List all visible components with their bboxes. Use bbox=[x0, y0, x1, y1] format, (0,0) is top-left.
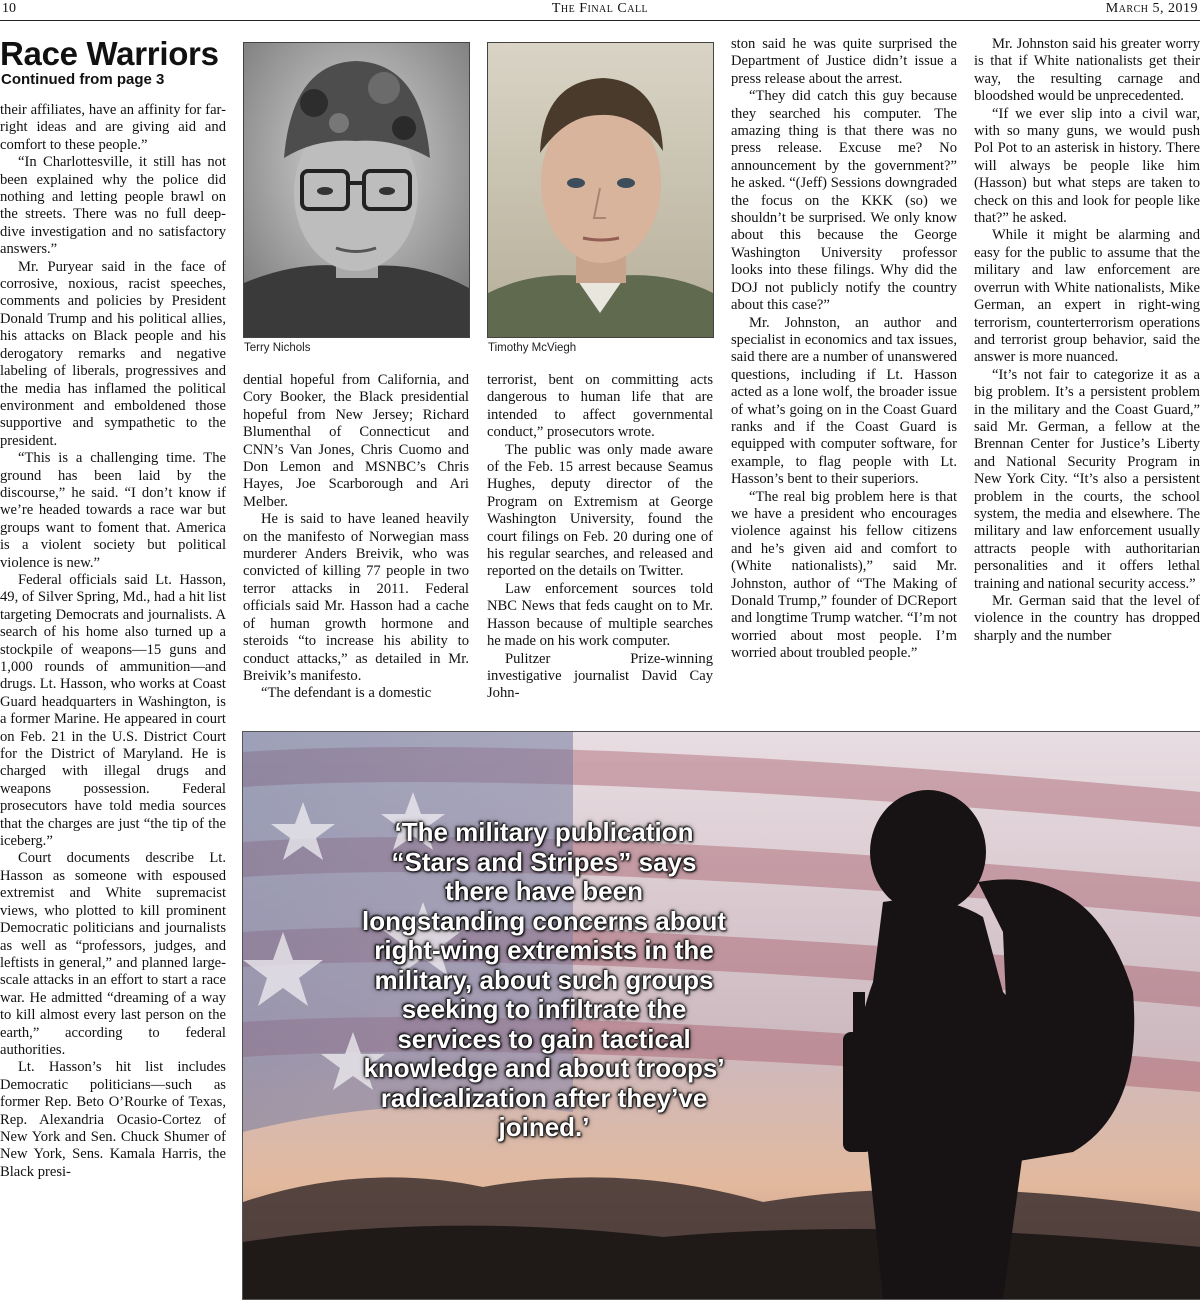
paragraph: terrorist, bent on committing acts dangerous to human life that are intended to affect governmental conduct,” prosecutors wrote. bbox=[487, 372, 713, 441]
photo-timothy-mcviegh bbox=[487, 42, 714, 338]
paragraph: Mr. German said that the level of violence in the country has dropped sharply and the number bbox=[974, 593, 1200, 644]
portrait-image bbox=[244, 43, 469, 337]
paragraph: While it might be alarming and easy for the public to assume that the military and law enforcement are overrun with White nationalists, Mike German, an expert in right-wing terrorism, counterterrorism operations and terrorist group behavior, said the answer is more nuanced. bbox=[974, 227, 1200, 366]
paper-name: The Final Call bbox=[551, 1, 649, 16]
pull-quote: ‘The military publication “Stars and Stripes” says there have been longstanding concerns about right-wing extremists in the military, about such groups seeking to infiltrate the services to gain tactical knowledge and about troops’ radicalization after they’ve joined.’ bbox=[362, 817, 727, 1142]
paragraph: “In Charlottesville, it still has not been explained why the police did nothing and letting people brawl on the streets. There was no full deep-dive investigation and no satisfactory answers.” bbox=[0, 154, 226, 258]
article-column-5 bbox=[974, 36, 1200, 732]
paragraph: Mr. Johnston said his greater worry is that if White nationalists get their way, the resulting carnage and bloodshed would be unprecedented. bbox=[974, 36, 1200, 105]
paragraph: “They did catch this guy because they searched his computer. The amazing thing is that there was no press release. Excuse me? No announcement by the government?” he asked. “(Jeff) Sessions downgraded the focus on the KKK (so) we shouldn’t be surprised. We only know about this because the George Washington University professor looks into these filings. Why did the DOJ not publicly notify the country about this case?” bbox=[731, 88, 957, 314]
paragraph: Law enforcement sources told NBC News that feds caught on to Mr. Hasson because of multiple searches he made on his work computer. bbox=[487, 580, 713, 650]
paragraph: “If we ever slip into a civil war, with so many guns, we would push Pol Pot to an asterisk in history. There will always be people like him (Hasson) but what steps are taken to check on this and look for people like that?” he asked. bbox=[974, 105, 1200, 227]
article-column-4 bbox=[731, 36, 957, 732]
photo-terry-nichols bbox=[243, 42, 470, 338]
paragraph: Mr. Johnston, an author and specialist in economics and tax issues, said there are a number of unanswered questions, including if Lt. Hasson acted as a lone wolf, the broader issue of what’s going on in the Coast Guard ranks and if the Coast Guard is equipped with computer software, for example, to flag people with Lt. Hasson’s bent to their superiors. bbox=[731, 314, 957, 488]
headline: Race Warriors bbox=[0, 35, 219, 72]
photo-caption: Timothy McViegh bbox=[488, 342, 577, 354]
paragraph: “It’s not fair to categorize it as a big problem. It’s a persistent problem in the military and the Coast Guard,” said Mr. German, a fellow at the Brennan Center for Justice’s Liberty and National Security Program in New York City. “It’s also a persistent problem in the courts, the school system, the media and elsewhere. The military and law enforcement usually attracts people with authoritarian personalities and it offers lethal training and national security access.” bbox=[974, 366, 1200, 592]
article-column-3 bbox=[487, 372, 713, 732]
paragraph: Court documents describe Lt. Hasson as someone with espoused extremist and White supremacist views, who plotted to kill prominent Democratic politicians and journalists as well as “professors, judges, and leftists in general,” and planned large-scale attacks in an effort to start a race war. He admitted “dreaming of a way to kill almost every last person on the earth,” according to federal authorities. bbox=[0, 850, 226, 1058]
paragraph: their affiliates, have an affinity for far-right ideas and are giving aid and comfort to these people.” bbox=[0, 102, 226, 153]
portrait-image bbox=[488, 43, 713, 337]
article-column-1 bbox=[0, 102, 226, 1298]
paragraph: The public was only made aware of the Feb. 15 arrest because Seamus Hughes, deputy director of the Program on Extremism at George Washington University, found the court filings on Feb. 20 during one of his regular searches, and released and reported on the details on Twitter. bbox=[487, 441, 713, 580]
paragraph: “This is a challenging time. The ground has been laid by the discourse,” he said. “I don’t know if we’re headed towards a race war but groups want to foment that. America is a violent society but political violence is new.” bbox=[0, 450, 226, 571]
article-column-2 bbox=[243, 372, 469, 732]
paragraph: “The real big problem here is that we have a president who encourages violence against his fellow citizens and he’s given aid and comfort to (White nationalists),” said Mr. Johnston, author of “The Making of Donald Trump,” founder of DCReport and longtime Trump watcher. “I’m not worried about most people. I’m worried about troubled people.” bbox=[731, 488, 957, 662]
photo-caption: Terry Nichols bbox=[244, 342, 311, 354]
continued-line: Continued from page 3 bbox=[1, 71, 165, 88]
paragraph: Mr. Puryear said in the face of corrosive, noxious, racist speeches, comments and policies by President Donald Trump and his political allies, his attacks on Black people and his derogatory remarks and negative labeling of liberals, progressives and the media has inflamed the political environment and emboldened those supportive and sympathetic to the president. bbox=[0, 258, 226, 449]
paragraph: Federal officials said Lt. Hasson, 49, of Silver Spring, Md., had a hit list targeting Democrats and journalists. A search of his home also turned up a stockpile of weapons—15 guns and 1,000 rounds of ammunition—and drugs. Lt. Hasson, who works at Coast Guard headquarters in Washington, is a former Marine. He appeared in court on Feb. 21 in the U.S. District Court for the District of Maryland. He is charged with illegal drugs and weapons possession. Federal prosecutors have told media sources that the charges are just “the tip of the iceberg.” bbox=[0, 571, 226, 850]
paragraph: Pulitzer Prize-winning investigative journalist David Cay John- bbox=[487, 650, 713, 702]
paragraph: ston said he was quite surprised the Department of Justice didn’t issue a press release about the arrest. bbox=[731, 36, 957, 87]
paragraph: Lt. Hasson’s hit list includes Democratic politicians—such as former Rep. Beto O’Rourke of Texas, Rep. Alexandria Ocasio-Cortez of New York and Sen. Chuck Shumer of New York, Sens. Kamala Harris, the Black presi- bbox=[0, 1059, 226, 1180]
paragraph: dential hopeful from California, and Cory Booker, the Black presidential hopeful from New Jersey; Richard Blumenthal of Connecticut and CNN’s Van Jones, Chris Cuomo and Don Lemon and MSNBC’s Chris Hayes, Joe Scarborough and Ari Melber. bbox=[243, 372, 469, 510]
paragraph: “The defendant is a domestic bbox=[261, 685, 432, 702]
page-number: 10 bbox=[2, 1, 16, 16]
masthead bbox=[0, 0, 1200, 21]
issue-date: March 5, 2019 bbox=[1105, 1, 1198, 16]
paragraph: He is said to have leaned heavily on the manifesto of Norwegian mass murderer Anders Breivik, who was convicted of killing 77 people in two terror attacks in 2011. Federal officials said Mr. Hasson had a cache of human growth hormone and steroids “to increase his ability to conduct attacks,” as detailed in Mr. Breivik’s manifesto. bbox=[243, 511, 469, 684]
